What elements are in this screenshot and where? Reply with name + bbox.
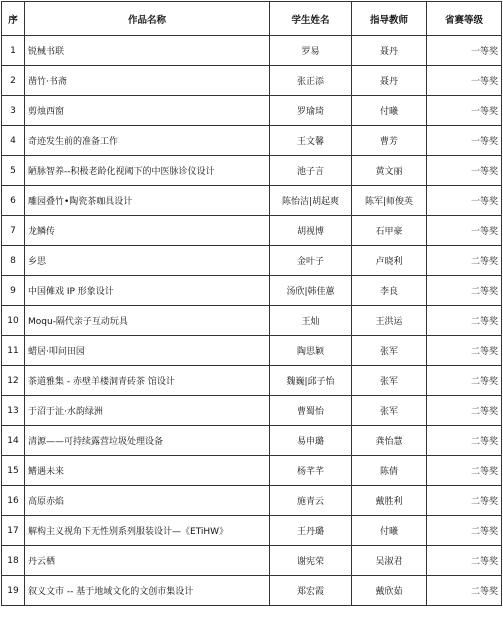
table-row: [2, 516, 502, 546]
row-index: 18: [2, 546, 25, 576]
row-index: 12: [2, 366, 25, 396]
row-index: 5: [2, 156, 25, 186]
work-title: 陋脉智养--积极老龄化视阈下的中医脉诊仪设计: [25, 156, 270, 186]
advisor-name: 张军: [352, 366, 427, 396]
student-name: 曹蜀怡: [270, 396, 352, 426]
row-index: 1: [2, 36, 25, 66]
header-student-name: 学生姓名: [270, 2, 352, 36]
table-body: [2, 36, 502, 606]
advisor-name: 张军: [352, 396, 427, 426]
student-name: 魏巍|邱子怡: [270, 366, 352, 396]
work-title: 剪烛西窗: [25, 96, 270, 126]
work-title: 奇迹发生前的准备工作: [25, 126, 270, 156]
row-index: 6: [2, 186, 25, 216]
awards-table: [1, 1, 502, 606]
award-level: 二等奖: [427, 546, 502, 576]
row-index: 14: [2, 426, 25, 456]
row-index: 15: [2, 456, 25, 486]
table-row: [2, 576, 502, 606]
table-row: [2, 276, 502, 306]
award-level: 二等奖: [427, 366, 502, 396]
row-index: 19: [2, 576, 25, 606]
student-name: 王灿: [270, 306, 352, 336]
award-level: 一等奖: [427, 36, 502, 66]
header-advisor: 指导教师: [352, 2, 427, 36]
work-title: 雕园叠竹•陶瓷茶咖具设计: [25, 186, 270, 216]
advisor-name: 黄文丽: [352, 156, 427, 186]
header-award-level: 省赛等级: [427, 2, 502, 36]
advisor-name: 付曦: [352, 516, 427, 546]
advisor-name: 卢晓利: [352, 246, 427, 276]
table-row: [2, 546, 502, 576]
header-work-title: 作品名称: [25, 2, 270, 36]
table-row: [2, 486, 502, 516]
work-title: Moqu-隔代亲子互动玩具: [25, 306, 270, 336]
work-title: 鳍遇未来: [25, 456, 270, 486]
award-level: 二等奖: [427, 396, 502, 426]
work-title: 高原赤焰: [25, 486, 270, 516]
row-index: 7: [2, 216, 25, 246]
advisor-name: 聂丹: [352, 66, 427, 96]
row-index: 3: [2, 96, 25, 126]
advisor-name: 王洪运: [352, 306, 427, 336]
row-index: 17: [2, 516, 25, 546]
award-level: 一等奖: [427, 186, 502, 216]
row-index: 10: [2, 306, 25, 336]
table-row: [2, 96, 502, 126]
student-name: 汤欣|韩佳蕙: [270, 276, 352, 306]
row-index: 8: [2, 246, 25, 276]
student-name: 谢宪荣: [270, 546, 352, 576]
award-level: 二等奖: [427, 246, 502, 276]
work-title: 叙义文市 -- 基于地域文化的文创市集设计: [25, 576, 270, 606]
award-level: 一等奖: [427, 216, 502, 246]
advisor-name: 陈倩: [352, 456, 427, 486]
work-title: 清源——可持续露营垃圾处理设备: [25, 426, 270, 456]
work-title: 于沼于沚·水韵绿洲: [25, 396, 270, 426]
student-name: 陶思颖: [270, 336, 352, 366]
table-row: [2, 306, 502, 336]
advisor-name: 李良: [352, 276, 427, 306]
header-index: 序: [2, 2, 25, 36]
row-index: 16: [2, 486, 25, 516]
award-level: 一等奖: [427, 156, 502, 186]
award-level: 二等奖: [427, 456, 502, 486]
work-title: 龙鳞传: [25, 216, 270, 246]
student-name: 王文馨: [270, 126, 352, 156]
award-level: 二等奖: [427, 276, 502, 306]
student-name: 罗易: [270, 36, 352, 66]
advisor-name: 陈军|师俊英: [352, 186, 427, 216]
student-name: 杨芊芊: [270, 456, 352, 486]
work-title: 茶道雅集 - 赤壁羊楼洞青砖茶 馆设计: [25, 366, 270, 396]
student-name: 金叶子: [270, 246, 352, 276]
award-level: 二等奖: [427, 306, 502, 336]
table-row: [2, 216, 502, 246]
table-row: [2, 396, 502, 426]
advisor-name: 龚怡慧: [352, 426, 427, 456]
award-level: 二等奖: [427, 486, 502, 516]
table-row: [2, 426, 502, 456]
work-title: 蜡居·叩问田园: [25, 336, 270, 366]
table-row: [2, 66, 502, 96]
row-index: 4: [2, 126, 25, 156]
work-title: 解构主义视角下无性别系列服装设计—《ETiHW》: [25, 516, 270, 546]
advisor-name: 付曦: [352, 96, 427, 126]
student-name: 郑宏霞: [270, 576, 352, 606]
award-level: 一等奖: [427, 66, 502, 96]
table-row: [2, 36, 502, 66]
advisor-name: 曹芳: [352, 126, 427, 156]
award-level: 一等奖: [427, 96, 502, 126]
advisor-name: 戴欣茹: [352, 576, 427, 606]
award-level: 二等奖: [427, 576, 502, 606]
student-name: 易申璐: [270, 426, 352, 456]
table-row: [2, 126, 502, 156]
student-name: 罗瑜琦: [270, 96, 352, 126]
student-name: 张正添: [270, 66, 352, 96]
student-name: 池子言: [270, 156, 352, 186]
student-name: 陈怡洁|胡起爽: [270, 186, 352, 216]
work-title: 丹云栖: [25, 546, 270, 576]
award-level: 二等奖: [427, 426, 502, 456]
advisor-name: 石甲豪: [352, 216, 427, 246]
student-name: 王丹璐: [270, 516, 352, 546]
advisor-name: 张军: [352, 336, 427, 366]
advisor-name: 吴淑君: [352, 546, 427, 576]
row-index: 2: [2, 66, 25, 96]
header-row: [2, 2, 502, 36]
advisor-name: 聂丹: [352, 36, 427, 66]
work-title: 乡思: [25, 246, 270, 276]
table-row: [2, 456, 502, 486]
table-row: [2, 156, 502, 186]
table-row: [2, 366, 502, 396]
award-level: 二等奖: [427, 336, 502, 366]
table-row: [2, 246, 502, 276]
student-name: 胡视博: [270, 216, 352, 246]
advisor-name: 戴胜利: [352, 486, 427, 516]
award-level: 一等奖: [427, 126, 502, 156]
row-index: 13: [2, 396, 25, 426]
table-row: [2, 186, 502, 216]
work-title: 中国傩戏 IP 形象设计: [25, 276, 270, 306]
award-level: 二等奖: [427, 516, 502, 546]
student-name: 施青云: [270, 486, 352, 516]
table-row: [2, 336, 502, 366]
work-title: 锐械书联: [25, 36, 270, 66]
row-index: 11: [2, 336, 25, 366]
work-title: 凿竹·书斋: [25, 66, 270, 96]
row-index: 9: [2, 276, 25, 306]
